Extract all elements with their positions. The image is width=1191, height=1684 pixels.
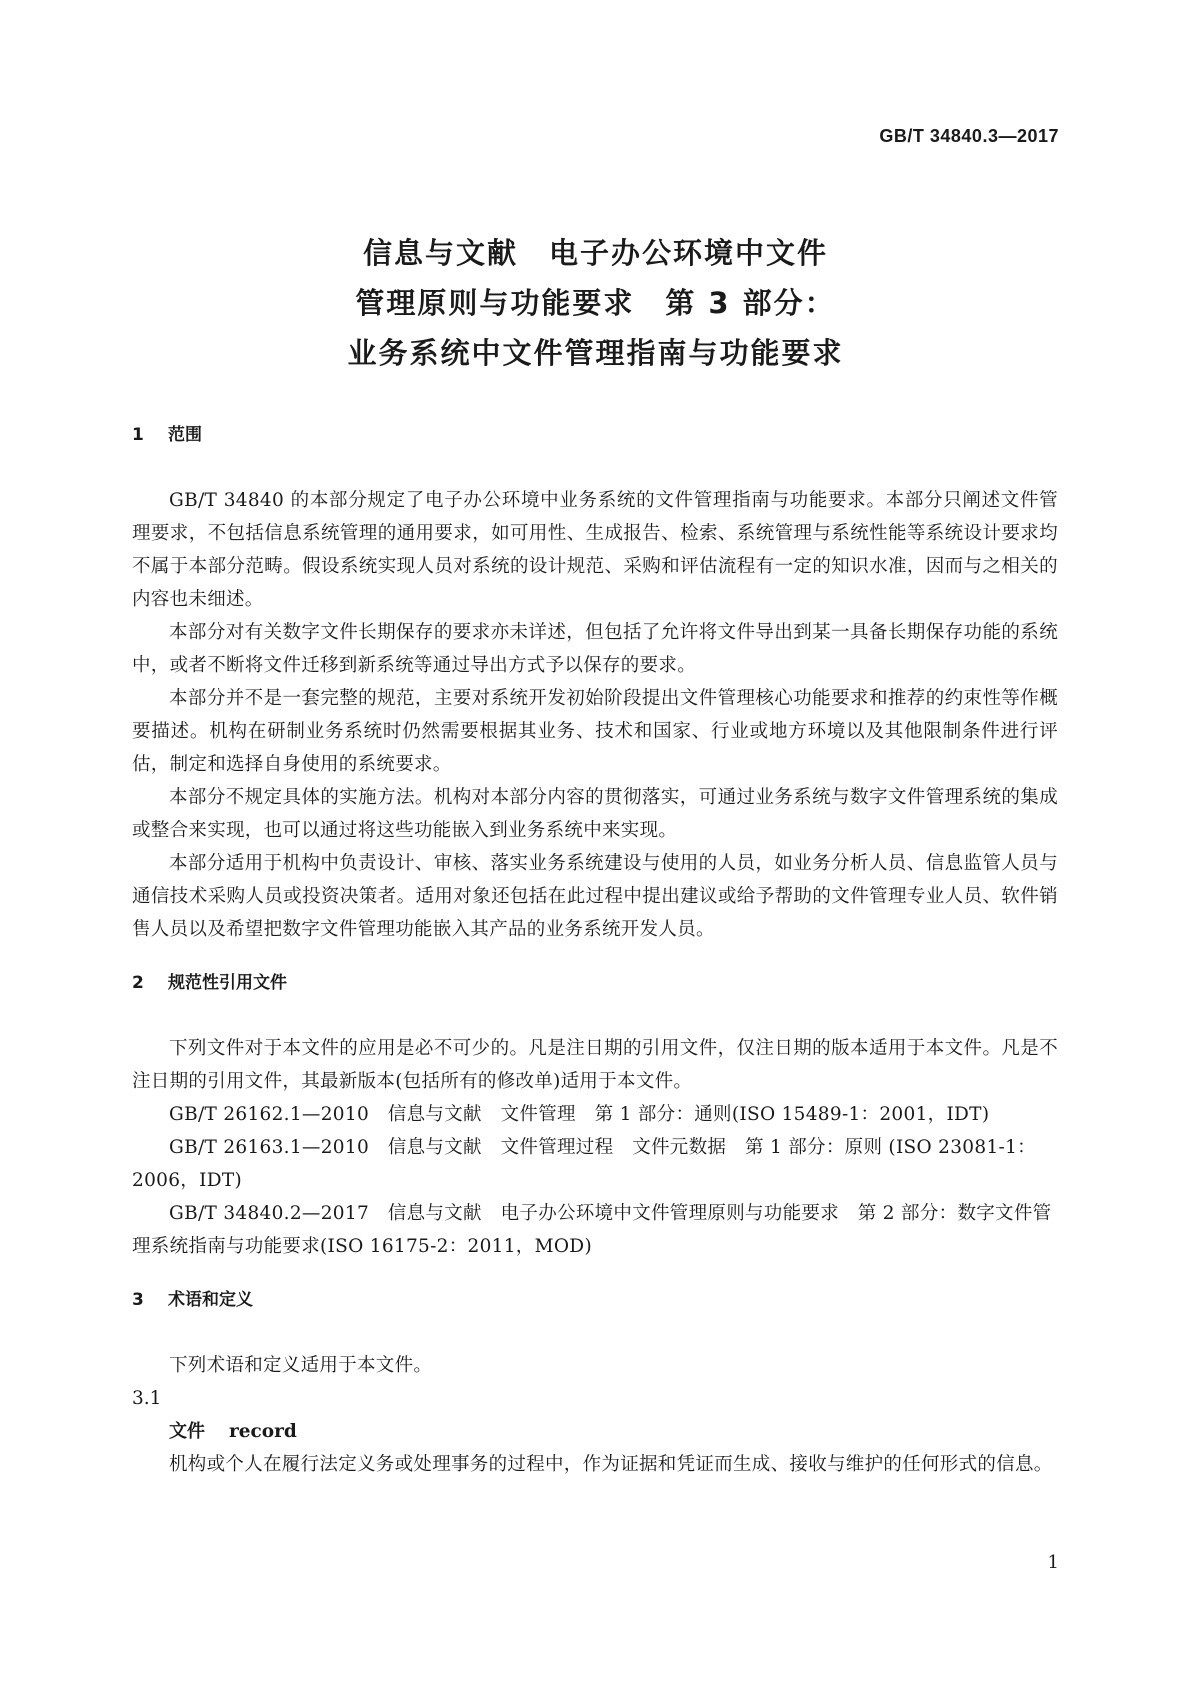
document-title [0, 228, 1191, 378]
paragraph: 下列文件对于本文件的应用是必不可少的。凡是注日期的引用文件，仅注日期的版本适用于本文件。凡是不注日期的引用文件，其最新版本(包括所有的修改单)适用于本文件。 [132, 1038, 1058, 1092]
paragraph: 本部分并不是一套完整的规范，主要对系统开发初始阶段提出文件管理核心功能要求和推荐的约束性等作概要描述。机构在研制业务系统时仍然需要根据其业务、技术和国家、行业或地方环境以及其他限制条件进行评估，制定和选择自身使用的系统要求。 [132, 688, 1058, 775]
section-heading-scope [132, 420, 1058, 450]
document-body [132, 420, 1058, 1481]
section-title: 规范性引用文件 [168, 973, 287, 993]
title-line-1: 信息与文献 电子办公环境中文件 [362, 236, 828, 270]
title-line-3: 业务系统中文件管理指南与功能要求 [347, 336, 844, 370]
section-title: 范围 [168, 425, 202, 445]
paragraph: 本部分适用于机构中负责设计、审核、落实业务系统建设与使用的人员，如业务分析人员、信息监管人员与通信技术采购人员或投资决策者。适用对象还包括在此过程中提出建议或给予帮助的文件管理专业人员、软件销售人员以及希望把数字文件管理功能嵌入其产品的业务系统开发人员。 [132, 853, 1058, 940]
section-number: 2 [132, 973, 144, 993]
paragraph: 本部分对有关数字文件长期保存的要求亦未详述，但包括了允许将文件导出到某一具备长期保存功能的系统中，或者不断将文件迁移到新系统等通过导出方式予以保存的要求。 [132, 622, 1058, 676]
standard-code-header: GB/T 34840.3—2017 [879, 126, 1059, 146]
paragraph: 下列术语和定义适用于本文件。 [169, 1355, 433, 1376]
section-heading-terms [132, 1285, 1058, 1315]
title-line-2: 管理原则与功能要求 第 3 部分： [355, 286, 836, 320]
term-english: record [229, 1421, 297, 1442]
paragraph: 本部分不规定具体的实施方法。机构对本部分内容的贯彻落实，可通过业务系统与数字文件管理系统的集成或整合来实现，也可以通过将这些功能嵌入到业务系统中来实现。 [132, 787, 1058, 841]
reference-item: GB/T 26162.1—2010 信息与文献 文件管理 第 1 部分：通则(ISO 15489-1：2001，IDT) [169, 1104, 990, 1125]
reference-item: GB/T 26163.1—2010 信息与文献 文件管理过程 文件元数据 第 1 部分：原则 (ISO 23081-1：2006，IDT) [132, 1137, 1036, 1191]
term-entry [132, 1415, 1058, 1448]
paragraph: GB/T 34840 的本部分规定了电子办公环境中业务系统的文件管理指南与功能要求。本部分只阐述文件管理要求，不包括信息系统管理的通用要求，如可用性、生成报告、检索、系统管理与系统性能等系统设计要求均不属于本部分范畴。假设系统实现人员对系统的设计规范、采购和评估流程有一定的知识水准，因而与之相关的内容也未细述。 [132, 490, 1058, 610]
term-definition: 机构或个人在履行法定义务或处理事务的过程中，作为证据和凭证而生成、接收与维护的任何形式的信息。 [169, 1454, 1053, 1475]
section-title: 术语和定义 [168, 1290, 253, 1310]
reference-item: GB/T 34840.2—2017 信息与文献 电子办公环境中文件管理原则与功能要求 第 2 部分：数字文件管理系统指南与功能要求(ISO 16175-2：2011，MOD) [132, 1203, 1052, 1257]
section-heading-normative-references [132, 968, 1058, 998]
section-number: 3 [132, 1290, 144, 1310]
section-number: 1 [132, 425, 144, 445]
page-number: 1 [1047, 1552, 1059, 1573]
clause-number: 3.1 [132, 1388, 162, 1409]
term-chinese: 文件 [169, 1421, 205, 1442]
